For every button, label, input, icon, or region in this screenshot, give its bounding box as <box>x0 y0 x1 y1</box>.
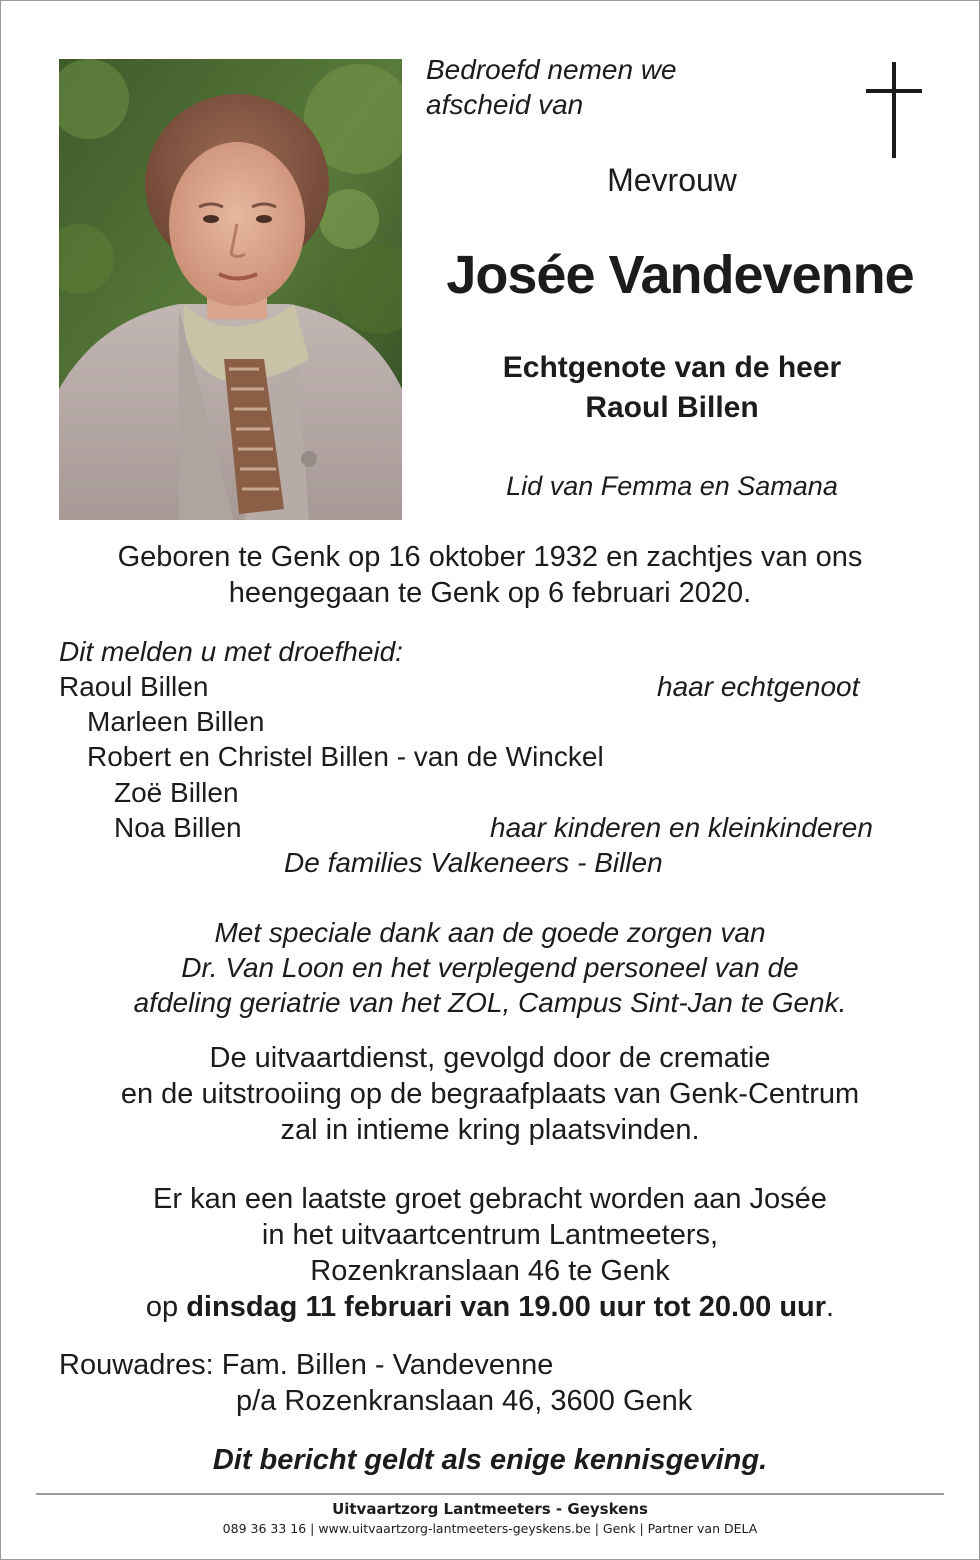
intro-line-2: afscheid van <box>426 89 584 120</box>
thanks-line: afdeling geriatrie van het ZOL, Campus Sint-Jan te Genk. <box>133 987 847 1018</box>
address-line-1: Rouwadres: Fam. Billen - Vandevenne <box>59 1349 554 1381</box>
footer-divider <box>36 1493 944 1495</box>
service-line: De uitvaartdienst, gevolgd door de crematie <box>209 1042 771 1074</box>
born-line-1: Geboren te Genk op 16 oktober 1932 en zachtjes van ons <box>117 541 863 573</box>
service-line: en de uitstrooiing op de begraafplaats van Genk-Centrum <box>120 1078 860 1110</box>
family-child-2: Robert en Christel Billen - van de Winckel <box>87 741 604 772</box>
family-child-1: Marleen Billen <box>87 706 265 737</box>
visit-text <box>40 1181 940 1325</box>
family-grandchild-2: Noa Billen <box>114 812 242 843</box>
cross-icon <box>864 62 924 158</box>
notice: Dit bericht geldt als enige kennisgeving. <box>212 1444 768 1476</box>
intro-line-1: Bedroefd nemen we <box>426 54 677 85</box>
title-word: Mevrouw <box>607 162 737 198</box>
address-line-2: p/a Rozenkranslaan 46, 3600 Genk <box>236 1385 693 1417</box>
birth-death-info <box>40 539 940 611</box>
born-line-2: heengegaan te Genk op 6 februari 2020. <box>228 577 752 609</box>
funeral-home-name: Uitvaartzorg Lantmeeters - Geyskens <box>332 1500 648 1518</box>
service-line: zal in intieme kring plaatsvinden. <box>280 1114 700 1146</box>
funeral-home-contact: 089 36 33 16 | www.uitvaartzorg-lantmeeters-geyskens.be | Genk | Partner van DELA <box>222 1521 758 1536</box>
family-spouse-name: Raoul Billen <box>59 671 209 702</box>
family-heading: Dit melden u met droefheid: <box>59 636 403 667</box>
family-spouse-relation: haar echtgenoot <box>657 671 860 702</box>
family-children-relation: haar kinderen en kleinkinderen <box>490 812 873 843</box>
deceased-name: Josée Vandevenne <box>446 245 914 305</box>
portrait-photo <box>59 59 402 520</box>
intro-text <box>426 52 677 122</box>
spouse-line-2: Raoul Billen <box>585 391 759 424</box>
spouse-info <box>430 348 914 428</box>
visit-prefix: op <box>145 1291 187 1323</box>
visit-suffix: . <box>826 1291 835 1323</box>
family-grandchild-1: Zoë Billen <box>114 777 239 808</box>
visit-line-3: Rozenkranslaan 46 te Genk <box>310 1255 670 1287</box>
thanks-line: Dr. Van Loon en het verplegend personeel van de <box>181 952 799 983</box>
visit-datetime: dinsdag 11 februari van 19.00 uur tot 20.00 uur <box>186 1291 827 1323</box>
thanks-text <box>40 915 940 1020</box>
thanks-line: Met speciale dank aan de goede zorgen van <box>214 917 766 948</box>
membership: Lid van Femma en Samana <box>506 471 838 501</box>
visit-line-1: Er kan een laatste groet gebracht worden aan Josée <box>153 1183 827 1215</box>
service-text <box>40 1040 940 1148</box>
family-families: De families Valkeneers - Billen <box>284 847 663 878</box>
visit-line-4 <box>40 1289 940 1325</box>
spouse-line-1: Echtgenote van de heer <box>502 351 842 384</box>
visit-line-2: in het uitvaartcentrum Lantmeeters, <box>261 1219 719 1251</box>
